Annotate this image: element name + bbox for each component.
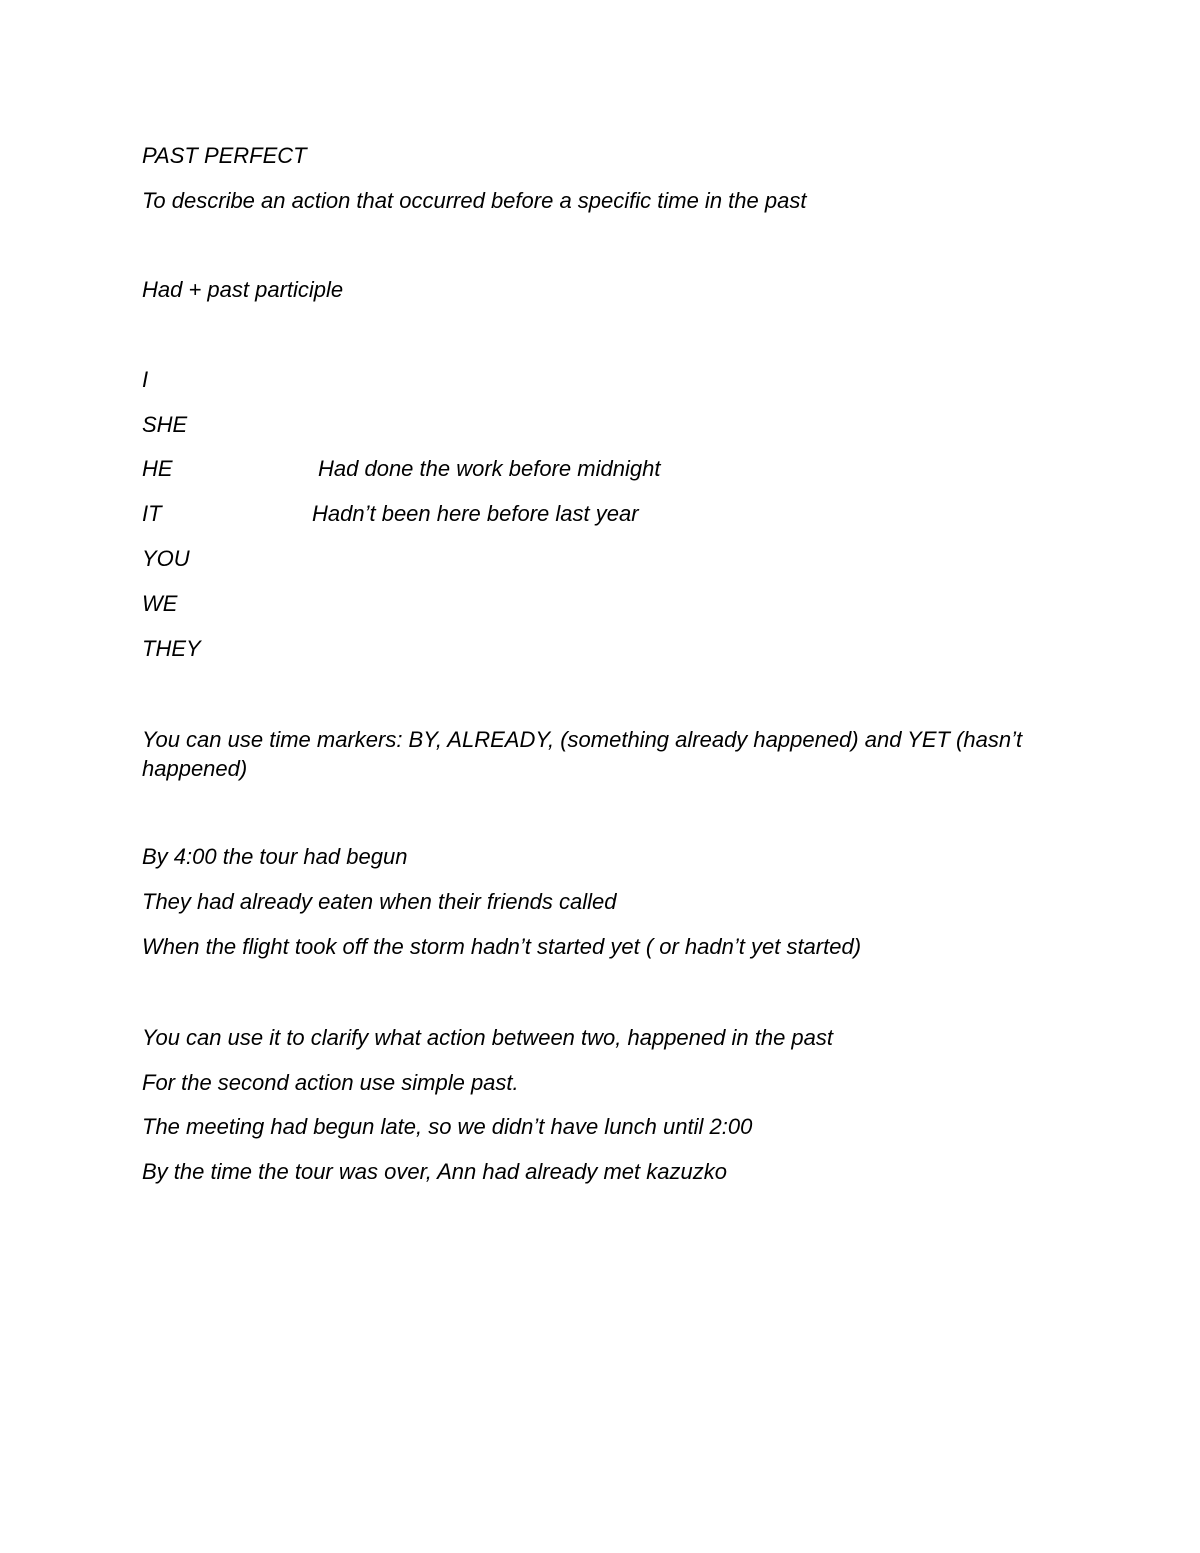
pronoun-you: YOU [142, 546, 190, 571]
time-markers-text: You can use time markers: BY, ALREADY, (something already happened) and YET (hasn’t happened) [142, 727, 1023, 781]
example-line: By 4:00 the tour had begun [142, 844, 408, 869]
clarify-intro-text: You can use it to clarify what action between two, happened in the past [142, 1025, 834, 1050]
example-line: They had already eaten when their friends called [142, 889, 617, 914]
second-action-text: For the second action use simple past. [142, 1070, 519, 1095]
pronoun-i: I [142, 367, 149, 392]
pronoun-they: THEY [142, 636, 201, 661]
page-title: PAST PERFECT [142, 143, 307, 168]
clarify-example-line: By the time the tour was over, Ann had already met kazuzko [142, 1159, 727, 1184]
example-line: When the flight took off the storm hadn’t started yet ( or hadn’t yet started) [142, 934, 862, 959]
pronoun-we: WE [142, 591, 178, 616]
pronoun-he: HE [142, 456, 173, 481]
definition-text: To describe an action that occurred before a specific time in the past [142, 188, 807, 213]
clarify-example-line: The meeting had begun late, so we didn’t have lunch until 2:00 [142, 1114, 753, 1139]
pronoun-it: IT [142, 501, 162, 526]
example-hadnt-been: Hadn’t been here before last year [312, 501, 639, 526]
example-had-done: Had done the work before midnight [318, 456, 661, 481]
formula-text: Had + past participle [142, 277, 344, 302]
pronoun-she: SHE [142, 412, 188, 437]
